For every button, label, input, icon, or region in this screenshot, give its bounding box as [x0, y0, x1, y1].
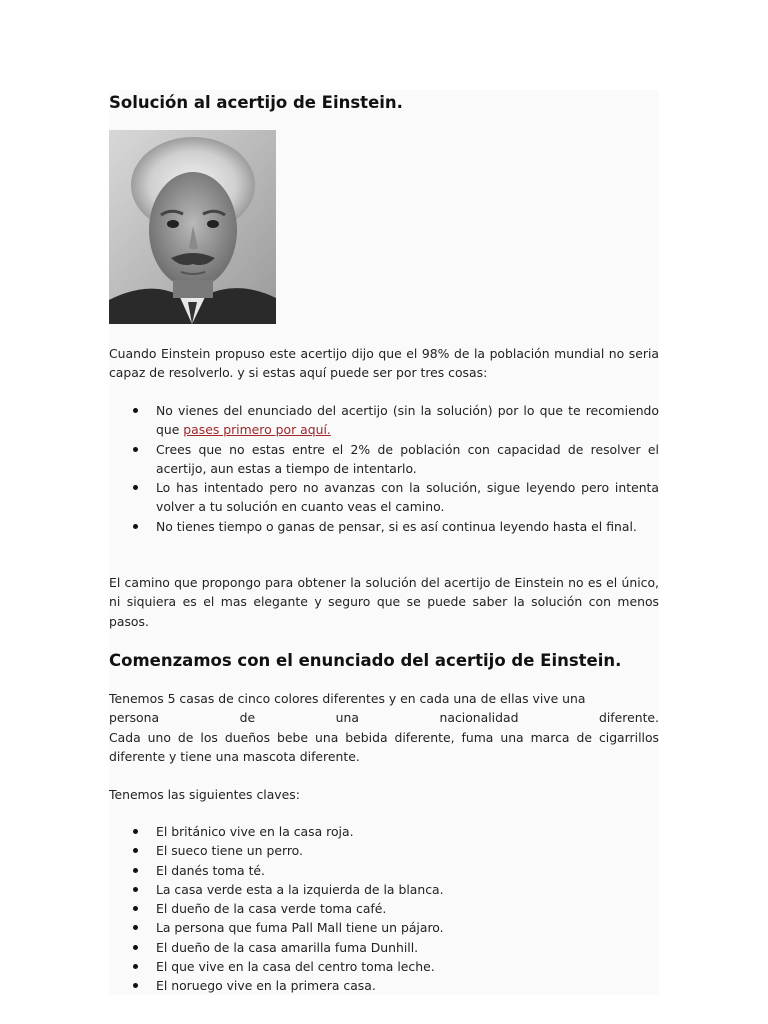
path-paragraph: El camino que propongo para obtener la solución del acertijo de Einstein no es el único, ni siquiera es el mas elegante y seguro que se puede saber la solución con menos pasos.	[109, 575, 659, 629]
list-item: El dueño de la casa amarilla fuma Dunhill.	[109, 938, 659, 957]
list-item: El noruego vive en la primera casa.	[109, 976, 659, 995]
list-item: La persona que fuma Pall Mall tiene un pájaro.	[109, 918, 659, 937]
list-item: El británico vive en la casa roja.	[109, 822, 659, 841]
reasons-list	[109, 401, 659, 536]
list-item: No tienes tiempo o ganas de pensar, si es así continua leyendo hasta el final.	[109, 517, 659, 536]
list-item: Lo has intentado pero no avanzas con la solución, sigue leyendo pero intenta volver a tu solución en cuanto veas el camino.	[109, 478, 659, 517]
document-page	[109, 90, 659, 995]
first-here-link[interactable]: pases primero por aquí.	[183, 422, 331, 438]
page-title: Solución al acertijo de Einstein.	[109, 93, 403, 112]
list-item: No vienes del enunciado del acertijo (sin la solución) por lo que te recomiendo que pases primero por aquí.	[109, 401, 659, 440]
list-item: El que vive en la casa del centro toma leche.	[109, 957, 659, 976]
einstein-portrait-image	[109, 130, 276, 324]
clues-list	[109, 822, 659, 996]
list-item: El dueño de la casa verde toma café.	[109, 899, 659, 918]
list-item: El danés toma té.	[109, 861, 659, 880]
section-heading: Comenzamos con el enunciado del acertijo de Einstein.	[109, 651, 622, 670]
intro-paragraph: Cuando Einstein propuso este acertijo dijo que el 98% de la población mundial no seria capaz de resolverlo. y si estas aquí puede ser por tres cosas:	[109, 346, 659, 381]
list-item: La casa verde esta a la izquierda de la blanca.	[109, 880, 659, 899]
list-item: El sueco tiene un perro.	[109, 841, 659, 860]
statement-paragraph: Tenemos 5 casas de cinco colores diferentes y en cada una de ellas vive una persona de una nacionalidad diferente. Cada uno de los dueños bebe una bebida diferente, fuma una marca de cigarrillos diferente y tiene una mascota diferente.	[109, 691, 659, 764]
clues-intro: Tenemos las siguientes claves:	[109, 787, 300, 802]
list-item: Crees que no estas entre el 2% de población con capacidad de resolver el acertijo, aun estas a tiempo de intentarlo.	[109, 440, 659, 479]
